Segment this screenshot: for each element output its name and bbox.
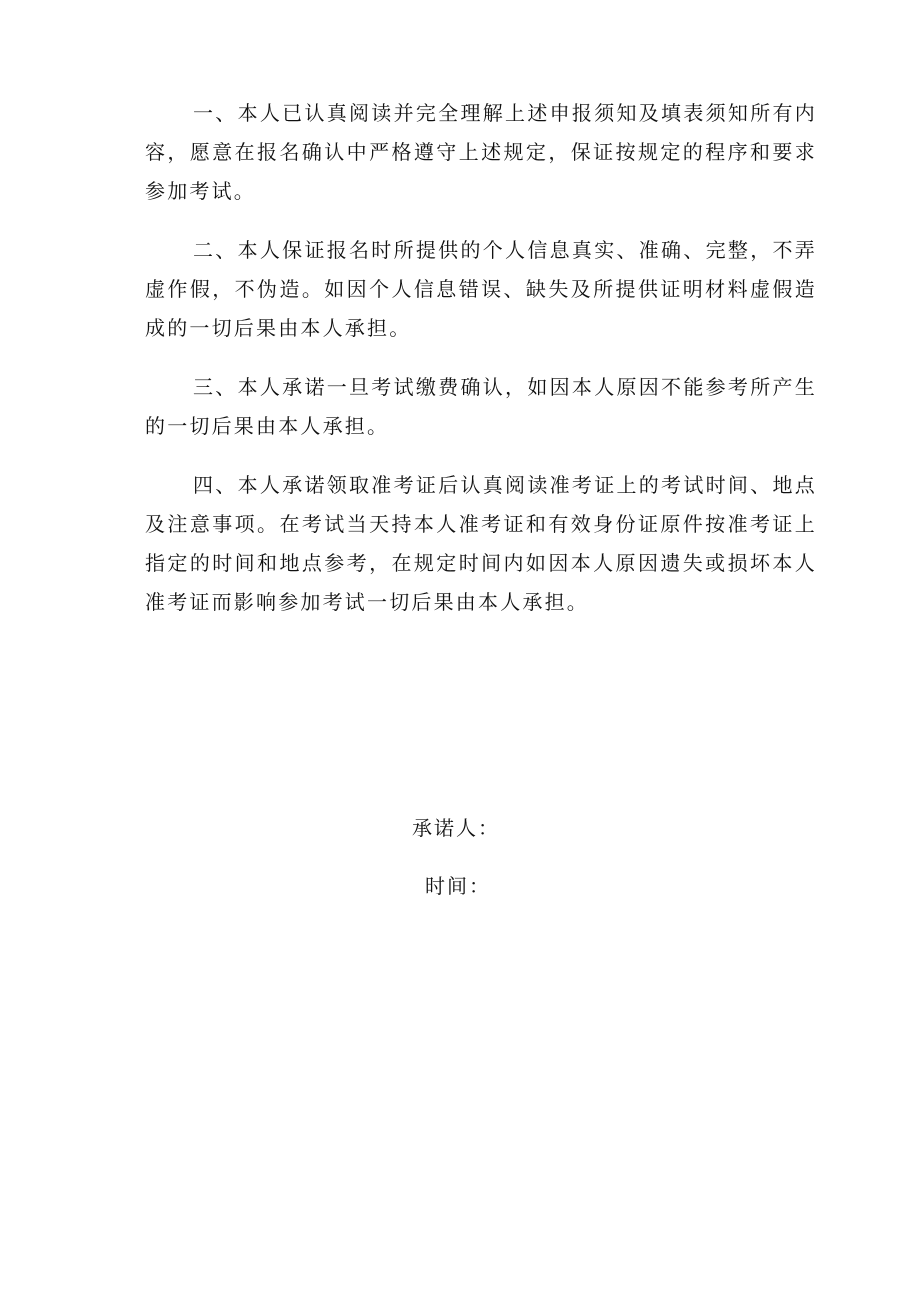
pledge-item-2: 二、本人保证报名时所提供的个人信息真实、准确、完整，不弄虚作假，不伪造。如因个人信息错误、缺失及所提供证明材料虚假造成的一切后果由本人承担。 [145,238,817,340]
signature-date-label: 时间： [425,874,491,898]
pledger-signature-label: 承诺人： [412,816,500,840]
pledge-item-1: 一、本人已认真阅读并完全理解上述申报须知及填表须知所有内容，愿意在报名确认中严格遵守上述规定，保证按规定的程序和要求参加考试。 [145,101,817,203]
pledge-body [145,94,817,642]
pledge-item-3: 三、本人承诺一旦考试缴费确认，如因本人原因不能参考所产生的一切后果由本人承担。 [145,375,817,438]
pledge-item-4: 四、本人承诺领取准考证后认真阅读准考证上的考试时间、地点及注意事项。在考试当天持本人准考证和有效身份证原件按准考证上指定的时间和地点参考，在规定时间内如因本人原因遗失或损坏本人准考证而影响参加考试一切后果由本人承担。 [145,473,817,614]
